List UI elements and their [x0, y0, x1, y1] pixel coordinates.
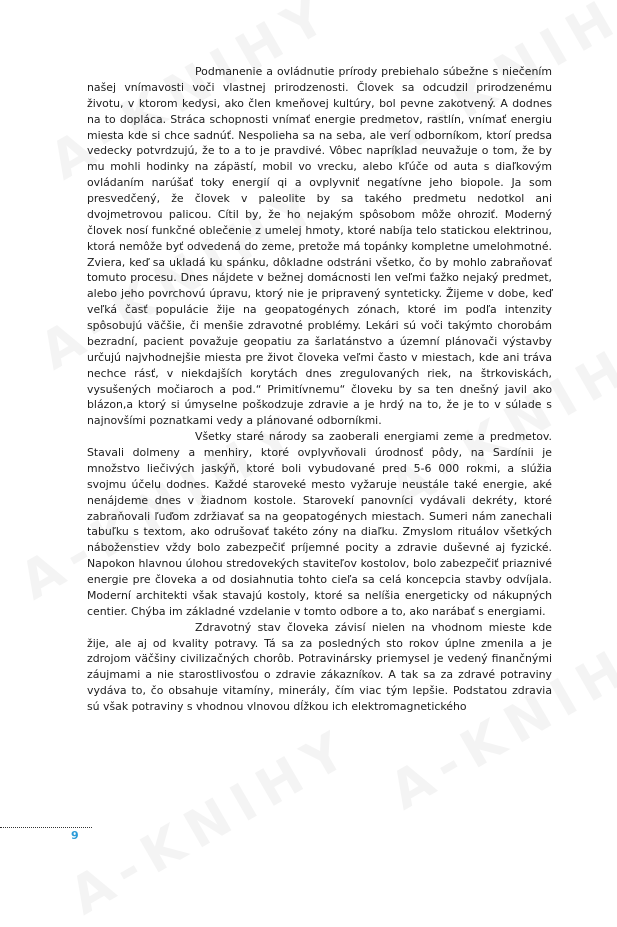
paragraph: Všetky staré národy sa zaoberali energiami zeme a predmetov. Stavali dolmeny a menhiry, ktoré ovplyvňovali úrodnosť pôdy, na Sardínii je množstvo liečivých jaskýň, ktoré boli vybudované pred 5-6 000 rokmi, a slúžia svojmu účelu dodnes. Každé staroveké mesto vyžaruje neustále také energie, aké nenájdeme dnes v žiadnom kostole. Starovekí panovníci vydávali dekréty, ktoré zabraňovali ľuďom zdržiavať sa na geopatogénych miestach. Sumeri nám zanechali tabuľku s textom, ako odrušovať takéto zóny na diaľku. Zmyslom rituálov všetkých náboženstiev vždy bolo zabezpečiť príjemné pocity a zdravie duševné aj fyzické. Napokon hlavnou úlohou stredovekých staviteľov kostolov, bolo zabezpečiť priaznivé energie pre človeka a od dosiahnutia tohto cieľa sa celá koncepcia stavby odvíjala. Moderní architekti však stavajú kostoly, ktoré sa nelíšia energeticky od nákupných centier. Chýba im základné vzdelanie v tomto odbore a to, ako narábať s energiami. [87, 430, 552, 618]
paragraph: Zdravotný stav človeka závisí nielen na vhodnom mieste kde žije, ale aj od kvality potravy. Tá sa za posledných sto rokov úplne zmenila a je zdrojom väčšiny civilizačných chorôb. Potravinársky priemysel je vedený finančnými záujmami a nie starostlivosťou o zdravie zákazníkov. A tak sa za zdravé potraviny vydáva to, čo obsahuje vitamíny, minerály, čím viac tým lepšie. Podstatou zdravia sú však potraviny s vhodnou vlnovou dĺžkou ich elektromagnetického [87, 620, 552, 713]
footer-divider [0, 827, 92, 828]
page-number: 9 [71, 829, 79, 842]
watermark [60, 717, 364, 927]
body-text [87, 64, 552, 715]
paragraph: Podmanenie a ovládnutie prírody prebiehalo súbežne s niečením našej vnímavosti voči vlastnej prirodzenosti. Človek sa odcudzil prirodzenému životu, v ktorom kedysi, ako člen kmeňovej kultúry, bol pevne zakotvený. A dodnes na to dopláca. Stráca schopnosti vnímať energie predmetov, rastlín, vnímať energiu miesta kde si chce sadnúť. Nespolieha sa na seba, ale verí odborníkom, ktorí predsa vedecky potvrdzujú, že to a to je pravdivé. Vôbec napríklad neuvažuje o tom, že by mu mohli hodinky na zápästí, mobil vo vrecku, alebo kľúče od auta s diaľkovým ovládaním narúšať toky energií qi a ovplyvniť negatívne jeho biopole. Ja som presvedčený, že človek v paleolite by sa takého predmetu nedotkol ani dvojmetrovou palicou. Cítil by, že ho nejakým spôsobom môže ohroziť. Moderný človek nosí funkčné oblečenie z umelej hmoty, ktoré nabíja telo statickou elektrinou, ktorá nemôže byť odvedená do zeme, pretože má topánky kompletne umelohmotné. Zviera, keď sa ukladá ku spánku, dôkladne odstráni všetko, čo by mohlo zabraňovať tomuto procesu. Dnes nájdete v bežnej domácnosti len veľmi ťažko nejaký predmet, alebo jeho povrchovú úpravu, ktorý nie je pripravený synteticky. Žijeme v dobe, keď veľká časť populácie žije na geopatogénych zónach, ktoré im podľa intenzity spôsobujú väčšie, či menšie zdravotné problémy. Lekári sú voči takýmto chorobám bezradní, pacient považuje geopatiu za šarlatánstvo a územní plánovači výstavby určujú najvhodnejšie miesta pre život človeka veľmi často v miestach, kde ani tráva nechce rásť, v niekdajších korytách dnes zregulovaných riek, na štrkoviskách, vysušených močiaroch a pod.“ Primitívnemu“ človeku by sa ten dnešný javil ako blázon,a ktorý si úmyselne poškodzuje zdravie a je hrdý na to, že je to v súlade s najnovšími poznatkami vedy a plánované odborníkmi. [87, 65, 552, 428]
